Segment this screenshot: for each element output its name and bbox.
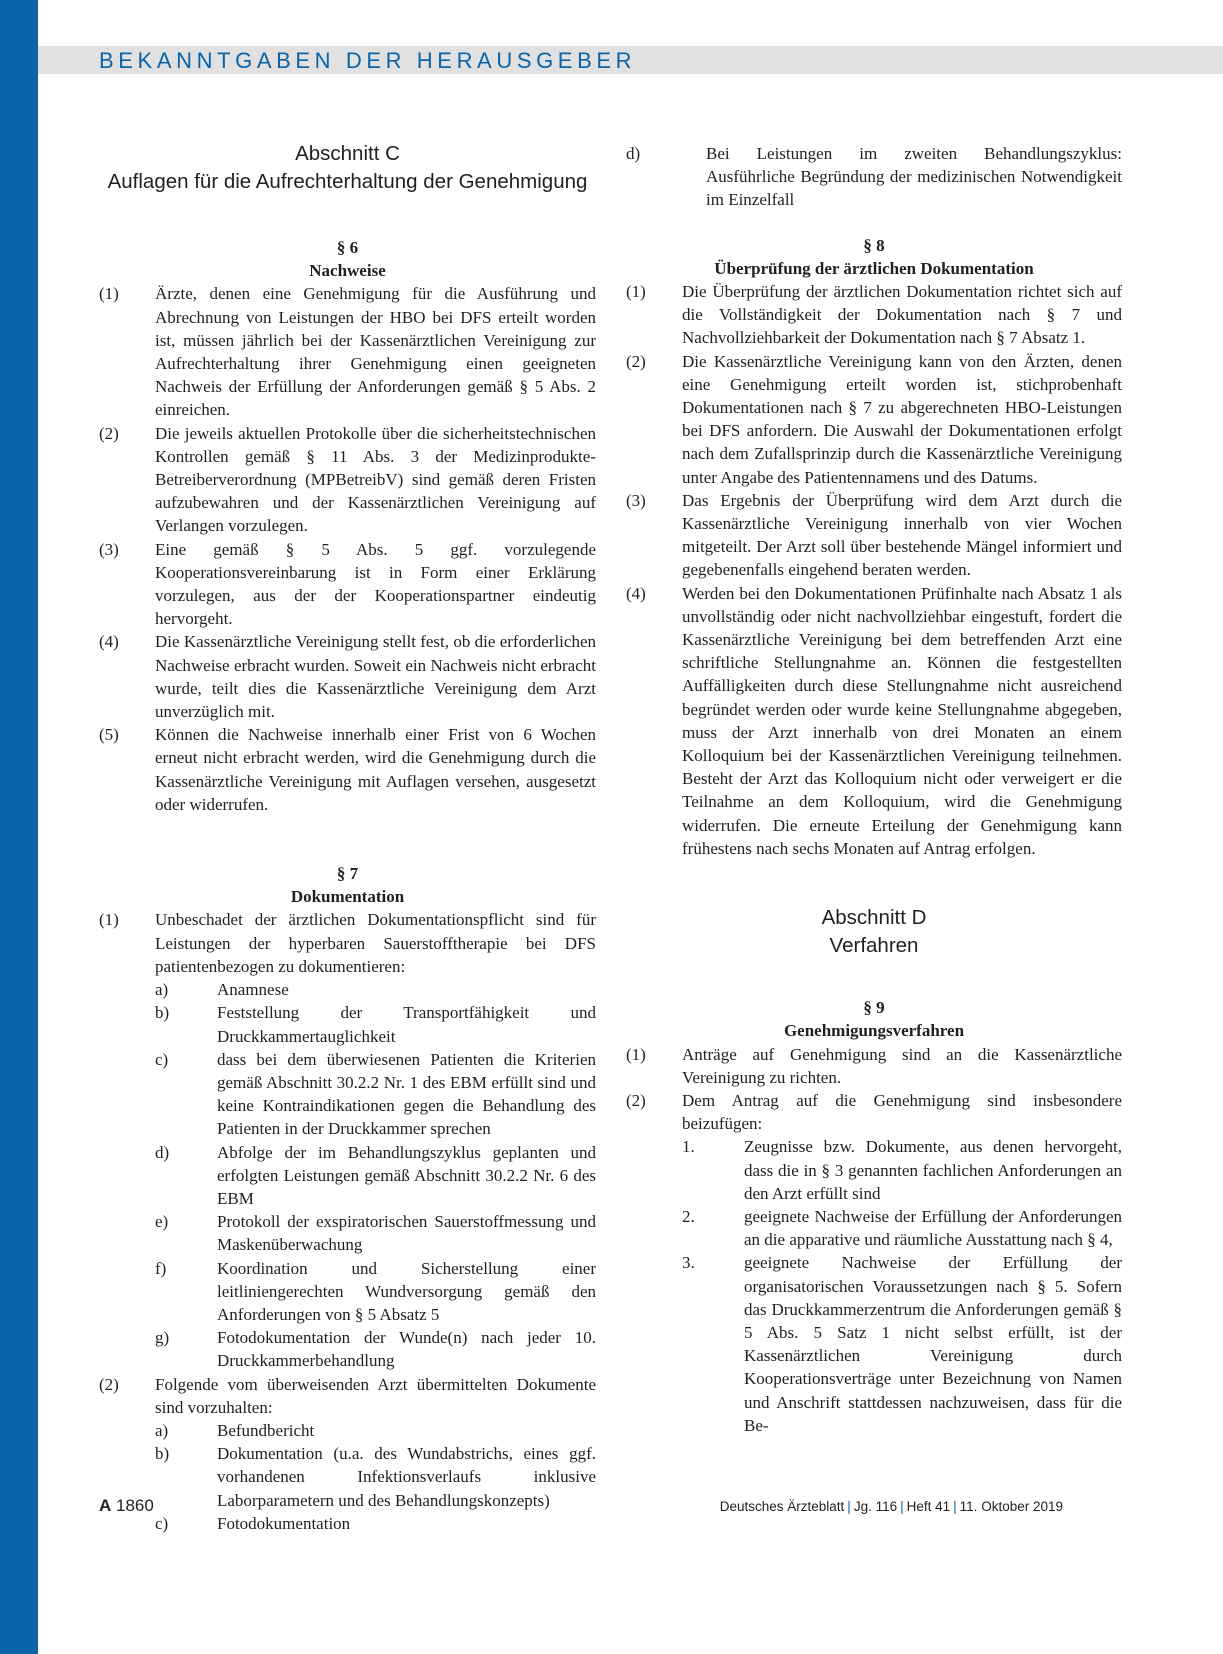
abschnitt-d-line2: Verfahren [829, 934, 919, 958]
item-text: Die jeweils aktuellen Protokolle über die sicherheitstechnischen Kontrollen gemäß § 11 Abs. 3 der Medizinprodukte-Betreiberverordnung (MPBetreibV) sind gemäß deren Fristen aufzubewahren und der Kassenärztlichen Vereinigung auf Verlangen vorzulegen. [155, 423, 596, 536]
sub-item [99, 1210, 596, 1256]
item-number: (1) [99, 284, 119, 304]
list-item [99, 723, 596, 816]
sub-item-text: Protokoll der exspiratorischen Sauerstoffmessung und Maskenüberwachung [217, 1212, 596, 1255]
journal-name: Deutsches Ärzteblatt [719, 1499, 845, 1514]
item-text: Die Überprüfung der ärztlichen Dokumentation richtet sich auf die Vollständigkeit der Dokumentation nach § 7 und Nachvollziehbarkeit der Dokumentation nach § 7 Absatz 1. [682, 282, 1122, 348]
list-item [99, 630, 596, 723]
item-number: (1) [626, 1044, 646, 1064]
list-item [626, 1089, 1122, 1135]
item-text: Unbeschadet der ärztlichen Dokumentationspflicht sind für Leistungen der hyperbaren Sauerstofftherapie bei DFS patientenbezogen zu dokumentieren: [155, 910, 596, 976]
side-color-bar [0, 0, 38, 1654]
sub-item-label: b) [155, 1444, 170, 1464]
sub-item-label: b) [155, 1003, 170, 1023]
sub-item-text: Anamnese [217, 980, 289, 1000]
sub-item [99, 978, 596, 1001]
sub-item-label: c) [155, 1513, 169, 1533]
sub-item-text: geeignete Nachweise der Erfüllung der Anforderungen an die apparative und räumliche Ausstattung nach § 4, [744, 1206, 1122, 1250]
section-label: BEKANNTGABEN DER HERAUSGEBER [99, 48, 637, 73]
para-7-title: Dokumentation [290, 887, 405, 907]
list-item [626, 142, 1122, 212]
journal-citation [720, 1498, 1063, 1516]
item-text: Die Kassenärztliche Vereinigung kann von den Ärzten, denen eine Genehmigung erteilt worden ist, stichprobenhaft Dokumentationen nach § 7 zu abgerechneten HBO-Leistungen bei DFS anfordern. Die Auswahl der Dokumentationen erfolgt nach dem Zufallsprinzip durch die Kassenärztliche Vereinigung unter Angabe des Patientennamens und des Datums. [682, 351, 1122, 487]
para-8-title: Überprüfung der ärztlichen Dokumentation [714, 258, 1034, 278]
item-number: (3) [99, 539, 119, 559]
item-text: Anträge auf Genehmigung sind an die Kassenärztliche Vereinigung zu richten. [682, 1044, 1122, 1087]
page-number [99, 1495, 154, 1517]
para-9-number: § 9 [863, 998, 885, 1018]
page-prefix: A [99, 1496, 112, 1515]
sub-item-label: 1. [682, 1137, 695, 1157]
para-9-title: Genehmigungsverfahren [783, 1021, 965, 1041]
separator: | [847, 1499, 851, 1514]
abschnitt-d-heading [626, 904, 1122, 960]
journal-issue: Heft 41 [906, 1499, 951, 1514]
sub-item-text: Zeugnisse bzw. Dokumente, aus denen hervorgeht, dass die in § 3 genannten fachlichen Anforderungen an den Arzt erfüllt sind [744, 1137, 1122, 1203]
sub-item-text: Fotodokumentation der Wunde(n) nach jeder 10. Druckkammerbehandlung [217, 1328, 596, 1371]
sub-item [99, 1048, 596, 1141]
item-number: (3) [626, 490, 646, 510]
page-number-value: 1860 [116, 1496, 154, 1515]
sub-item-text: dass bei dem überwiesenen Patienten die Kriterien gemäß Abschnitt 30.2.2 Nr. 1 des EBM erfüllt sind und keine Kontraindikationen gegen die Behandlung des Patienten in der Druckkammer sprechen [217, 1049, 596, 1139]
sub-item [626, 1251, 1122, 1437]
list-item [626, 350, 1122, 489]
sub-item [99, 1257, 596, 1327]
journal-volume: Jg. 116 [853, 1499, 898, 1514]
list-item [626, 1043, 1122, 1089]
list-item [626, 280, 1122, 350]
separator: | [953, 1499, 957, 1514]
item-text: Folgende vom überweisenden Arzt übermittelten Dokumente sind vorzuhalten: [155, 1374, 596, 1417]
separator: | [900, 1499, 904, 1514]
item-text: Ärzte, denen eine Genehmigung für die Ausführung und Abrechnung von Leistungen der HBO bei DFS erteilt worden ist, müssen jährlich bei der Kassenärztlichen Vereinigung zur Aufrechterhaltung ihrer Genehmigung einen geeigneten Nachweis der Erfüllung der Anforderungen gemäß § 5 Abs. 2 einreichen. [155, 284, 596, 420]
sub-item-label: f) [155, 1258, 167, 1278]
sub-item-text: Dokumentation (u.a. des Wundabstrichs, eines ggf. vorhandenen Infektionsverlaufs inklusive Laborparametern und des Behandlungskonzepts) [217, 1444, 596, 1510]
list-item [99, 1373, 596, 1419]
item-text: Können die Nachweise innerhalb einer Frist von 6 Wochen erneut nicht erbracht werden, wird die Genehmigung durch die Kassenärztliche Vereinigung mit Auflagen versehen, ausgesetzt oder widerrufen. [155, 725, 596, 814]
abschnitt-c-line1: Abschnitt C [295, 142, 400, 165]
item-number: (2) [99, 423, 119, 443]
item-text: Bei Leistungen im zweiten Behandlungszyklus: Ausführliche Begründung der medizinischen Notwendigkeit im Einzelfall [706, 144, 1122, 210]
para-9 [626, 996, 1122, 1437]
para-8 [626, 234, 1122, 860]
item-number: (5) [99, 725, 119, 745]
sub-item [626, 1135, 1122, 1205]
sub-item [99, 1419, 596, 1442]
abschnitt-d-line1: Abschnitt D [821, 906, 927, 930]
item-text: Das Ergebnis der Überprüfung wird dem Arzt durch die Kassenärztliche Vereinigung innerhalb von vier Wochen mitgeteilt. Der Arzt soll über bestehende Mängel informiert und gegebenenfalls eingehend beraten werden. [682, 490, 1122, 580]
para-7 [99, 862, 596, 1535]
list-item [99, 422, 596, 538]
sub-item-text: Feststellung der Transportfähigkeit und Druckkammertauglichkeit [217, 1003, 596, 1046]
sub-item-text: Befundbericht [217, 1420, 315, 1440]
para-6-title: Nachweise [309, 261, 386, 281]
item-number: (1) [99, 910, 119, 930]
sub-item [99, 1326, 596, 1372]
right-column [626, 140, 1122, 1437]
sub-item [99, 1141, 596, 1211]
item-text: Die Kassenärztliche Vereinigung stellt fest, ob die erforderlichen Nachweise erbracht wurden. Soweit ein Nachweis nicht erbracht wurde, teilt dies die Kassenärztliche Vereinigung dem Arzt unverzüglich mit. [155, 632, 596, 722]
sub-item-label: a) [155, 980, 169, 1000]
list-item [626, 582, 1122, 860]
sub-item-text: Koordination und Sicherstellung einer leitliniengerechten Wundversorgung gemäß den Anforderungen von § 5 Absatz 5 [217, 1258, 596, 1324]
list-item [99, 282, 596, 421]
item-text: Dem Antrag auf die Genehmigung sind insbesondere beizufügen: [682, 1090, 1122, 1134]
left-column [99, 140, 596, 1535]
item-number: (2) [99, 1374, 119, 1394]
abschnitt-c-line2: Auflagen für die Aufrechterhaltung der Genehmigung [107, 170, 588, 193]
item-number: d) [626, 144, 641, 163]
para-8-number: § 8 [863, 235, 885, 255]
sub-item-label: e) [155, 1212, 169, 1232]
para-7-number: § 7 [336, 864, 359, 884]
item-number: (1) [626, 282, 646, 302]
item-text: Werden bei den Dokumentationen Prüfinhalte nach Absatz 1 als unvollständig oder nicht nachvollziehbar eingestuft, fordert die Kassenärztliche Vereinigung bei dem betreffenden Arzt eine schriftliche Stellungnahme an. Können die festgestellten Auffälligkeiten durch diese Stellungnahme nicht ausreichend begründet werden oder wurde keine Stellungnahme abgegeben, muss der Arzt innerhalb von drei Monaten an einem Kolloquium bei der Kassenärztlichen Vereinigung teilnehmen. Besteht der Arzt das Kolloquium nicht oder verweigert er die Teilnahme an dem Kolloquium, wird die Genehmigung widerrufen. Die erneute Erteilung der Genehmigung kann frühestens nach sechs Monaten auf Antrag erfolgen. [682, 583, 1122, 858]
sub-item-text: Fotodokumentation [217, 1513, 351, 1533]
sub-item [99, 1001, 596, 1047]
para-6-number: § 6 [336, 238, 359, 257]
item-number: (4) [626, 583, 646, 603]
sub-item-label: c) [155, 1049, 169, 1069]
list-item [626, 489, 1122, 582]
sub-item [99, 1442, 596, 1512]
list-item [99, 908, 596, 978]
sub-item-label: g) [155, 1328, 170, 1348]
sub-item-label: 2. [682, 1206, 695, 1226]
sub-item-label: 3. [682, 1253, 695, 1273]
journal-date: 11. Oktober 2019 [959, 1499, 1063, 1514]
sub-item [99, 1512, 596, 1535]
sub-item [626, 1205, 1122, 1251]
sub-item-text: Abfolge der im Behandlungszyklus geplanten und erfolgten Leistungen gemäß Abschnitt 30.2.2 Nr. 6 des EBM [217, 1142, 596, 1208]
item-text: Eine gemäß § 5 Abs. 5 ggf. vorzulegende Kooperationsvereinbarung ist in Form einer Erklärung vorzulegen, aus der der Kooperationspartner eindeutig hervorgeht. [155, 539, 596, 629]
sub-item-text: geeignete Nachweise der Erfüllung der organisatorischen Voraussetzungen nach § 5. Sofern das Druckkammerzentrum die Anforderungen gemäß § 5 Abs. 5 Satz 1 nicht selbst erfüllt, ist der Kassenärztlichen Vereinigung durch Kooperationsverträge unter Bezeichnung von Namen und Anschrift stattdessen nachzuweisen, dass für die Be- [744, 1253, 1122, 1435]
abschnitt-c-heading [99, 140, 596, 236]
item-number: (2) [626, 351, 646, 371]
item-number: (4) [99, 632, 119, 652]
sub-item-label: d) [155, 1142, 170, 1162]
item-number: (2) [626, 1090, 646, 1110]
para-6 [99, 236, 596, 816]
list-item [99, 538, 596, 631]
sub-item-label: a) [155, 1420, 169, 1440]
